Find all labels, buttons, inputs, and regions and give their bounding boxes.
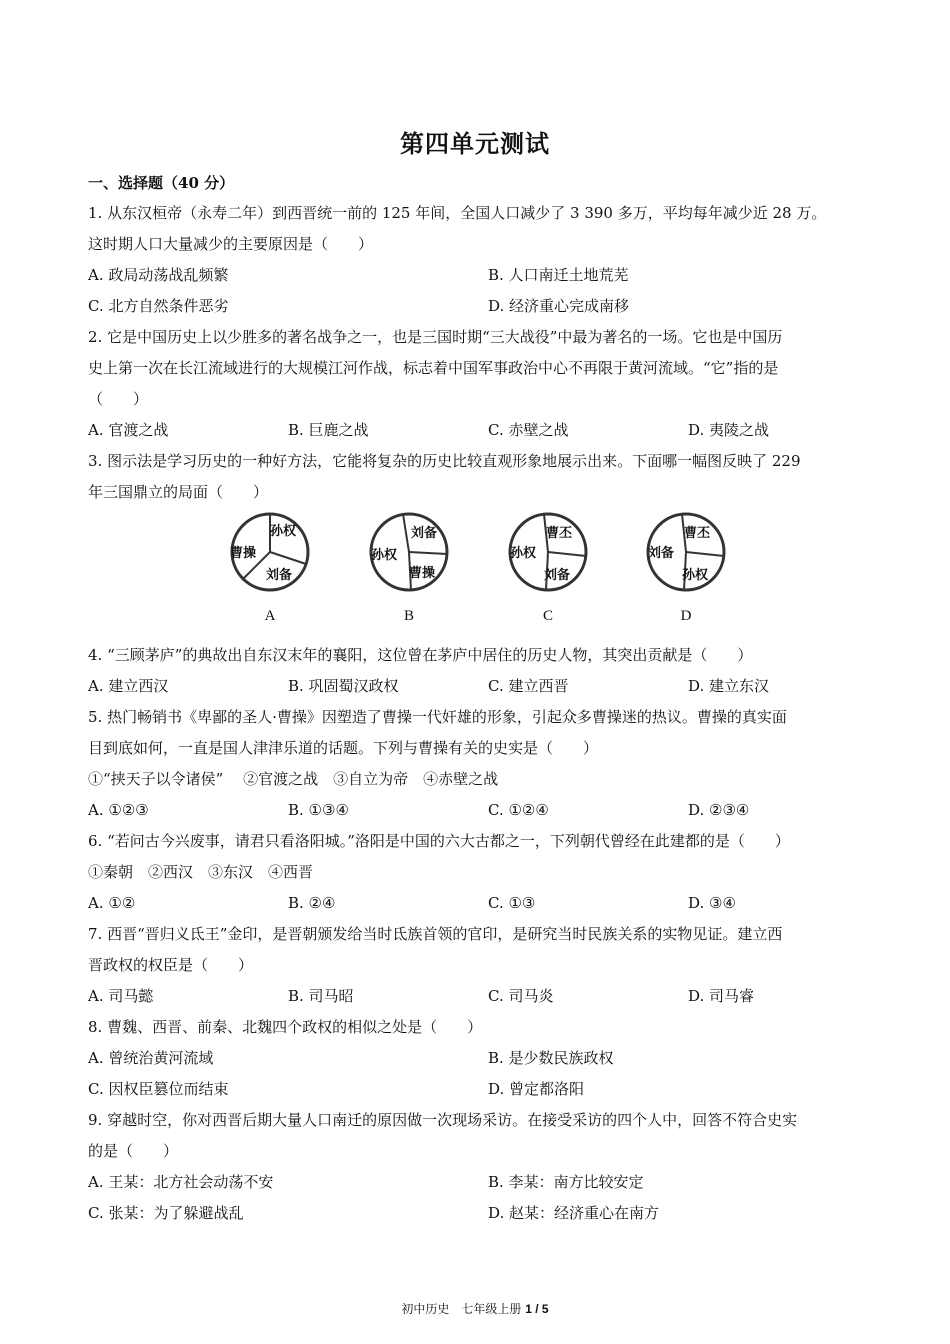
- page-title: 第四单元测试: [400, 129, 550, 158]
- answer-option[interactable]: C. 北方自然条件恶劣: [88, 297, 229, 315]
- answer-option[interactable]: C. ①③: [488, 894, 536, 912]
- answer-option[interactable]: D. 夷陵之战: [688, 421, 770, 439]
- answer-option[interactable]: A. 政局动荡战乱频繁: [88, 266, 229, 284]
- answer-option[interactable]: D. 建立东汉: [688, 677, 770, 695]
- question-text-line: ①秦朝 ②西汉 ③东汉 ④西晋: [88, 863, 314, 881]
- options-row: [88, 795, 866, 826]
- pie-sector-label: 曹丕: [684, 526, 711, 541]
- answer-option[interactable]: B. 李某：南方比较安定: [488, 1173, 644, 1191]
- pie-sector-label: 孙权: [682, 568, 709, 583]
- pie-sector-label: 曹操: [230, 546, 257, 561]
- question-5: [88, 702, 866, 826]
- answer-option[interactable]: C. 因权臣篡位而结束: [88, 1080, 229, 1098]
- answer-option[interactable]: A. ①②③: [88, 801, 149, 819]
- pie-sector-label: 孙权: [371, 548, 398, 563]
- answer-option[interactable]: B. 巩固蜀汉政权: [288, 677, 399, 695]
- answer-option[interactable]: A. 司马懿: [88, 987, 154, 1005]
- pie-sector-label: 刘备: [411, 526, 438, 541]
- question-text-line: 7. 西晋“晋归义氐王”金印，是晋朝颁发给当时氐族首领的官印，是研究当时民族关系的实物见证。建立西: [88, 925, 783, 943]
- question-text-line: 6. “若问古今兴废事，请君只看洛阳城。”洛阳是中国的六大古都之一，下列朝代曾经在此建都的是（ ）: [88, 832, 790, 850]
- options-row: [88, 981, 866, 1012]
- question-text-line: 4. “三顾茅庐”的典故出自东汉末年的襄阳，这位曾在茅庐中居住的历史人物，其突出贡献是（ ）: [88, 646, 753, 664]
- pie-sector-label: 孙权: [270, 524, 297, 539]
- question-text-line: 这时期人口大量减少的主要原因是（ ）: [88, 235, 374, 253]
- pie-diagram-c: [506, 512, 590, 630]
- answer-option[interactable]: A. 王某：北方社会动荡不安: [88, 1173, 274, 1191]
- question-6: [88, 826, 866, 919]
- answer-option[interactable]: A. 官渡之战: [88, 421, 169, 439]
- question-8: [88, 1012, 866, 1105]
- question-text-line: 5. 热门畅销书《卑鄙的圣人·曹操》因塑造了曹操一代奸雄的形象，引起众多曹操迷的热议。曹操的真实面: [88, 708, 787, 726]
- question-text-line: ①“挟天子以令诸侯” ②官渡之战 ③自立为帝 ④赤壁之战: [88, 770, 499, 788]
- pie-diagram-d: [644, 512, 728, 630]
- options-row: [88, 1043, 866, 1074]
- question-text-line: 3. 图示法是学习历史的一种好方法，它能将复杂的历史比较直观形象地展示出来。下面哪一幅图反映了 229: [88, 452, 801, 470]
- pie-option-letter: A: [264, 608, 276, 624]
- pie-sector-label: 孙权: [510, 546, 537, 561]
- answer-option[interactable]: A. ①②: [88, 894, 136, 912]
- options-row: [88, 415, 866, 446]
- answer-option[interactable]: A. 建立西汉: [88, 677, 169, 695]
- question-text-line: 目到底如何，一直是国人津津乐道的话题。下列与曹操有关的史实是（ ）: [88, 739, 599, 757]
- question-9: [88, 1105, 866, 1229]
- pie-sector-label: 曹丕: [546, 526, 573, 541]
- pie-figure-row: [88, 508, 866, 640]
- answer-option[interactable]: C. 赤壁之战: [488, 421, 569, 439]
- options-row: [88, 260, 866, 291]
- footer-text: 初中历史 七年级上册: [401, 1302, 526, 1316]
- answer-option[interactable]: B. 司马昭: [288, 987, 354, 1005]
- answer-option[interactable]: D. 赵某：经济重心在南方: [488, 1204, 660, 1222]
- question-4: [88, 640, 866, 702]
- question-text-line: （ ）: [88, 390, 149, 408]
- question-text-line: 1. 从东汉桓帝（永寿二年）到西晋统一前的 125 年间，全国人口减少了 3 390 多万，平均每年减少近 28 万。: [88, 204, 827, 222]
- question-7: [88, 919, 866, 1012]
- answer-option[interactable]: B. ②④: [288, 894, 336, 912]
- answer-option[interactable]: B. 人口南迁土地荒芜: [488, 266, 629, 284]
- pie-sector-label: 刘备: [648, 546, 675, 561]
- pie-diagram-a: [228, 512, 312, 630]
- question-text-line: 2. 它是中国历史上以少胜多的著名战争之一，也是三国时期“三大战役”中最为著名的一场。它也是中国历: [88, 328, 783, 346]
- pie-option-letter: D: [680, 608, 692, 624]
- question-text-line: 9. 穿越时空，你对西晋后期大量人口南迁的原因做一次现场采访。在接受采访的四个人中，回答不符合史实: [88, 1111, 798, 1129]
- answer-option[interactable]: B. ①③④: [288, 801, 349, 819]
- options-row: [88, 1167, 866, 1198]
- options-row: [88, 1074, 866, 1105]
- question-text-line: 年三国鼎立的局面（ ）: [88, 483, 269, 501]
- answer-option[interactable]: D. 司马睿: [688, 987, 755, 1005]
- page-number: 1 / 5: [525, 1302, 549, 1316]
- answer-option[interactable]: C. 建立西晋: [488, 677, 569, 695]
- answer-option[interactable]: D. ③④: [688, 894, 736, 912]
- answer-option[interactable]: D. 曾定都洛阳: [488, 1080, 585, 1098]
- question-text-line: 晋政权的权臣是（ ）: [88, 956, 254, 974]
- pie-option-letter: B: [403, 608, 414, 624]
- pie-sector-label: 刘备: [544, 568, 571, 583]
- answer-option[interactable]: D. ②③④: [688, 801, 750, 819]
- options-row: [88, 888, 866, 919]
- answer-option[interactable]: C. ①②④: [488, 801, 549, 819]
- page-footer: [0, 1300, 950, 1317]
- pie-option-letter: C: [542, 608, 553, 624]
- question-text-line: 史上第一次在长江流域进行的大规模江河作战，标志着中国军事政治中心不再限于黄河流域。“它”指的是: [88, 359, 779, 377]
- pie-sector-label: 刘备: [266, 568, 293, 583]
- answer-option[interactable]: C. 张某：为了躲避战乱: [88, 1204, 244, 1222]
- question-list: [88, 198, 866, 1229]
- question-3: [88, 446, 866, 640]
- answer-option[interactable]: D. 经济重心完成南移: [488, 297, 630, 315]
- answer-option[interactable]: B. 是少数民族政权: [488, 1049, 614, 1067]
- question-text-line: 8. 曹魏、西晋、前秦、北魏四个政权的相似之处是（ ）: [88, 1018, 483, 1036]
- pie-sector-label: 曹操: [409, 566, 436, 581]
- question-text-line: 的是（ ）: [88, 1142, 179, 1160]
- section-heading: 一、选择题（40 分）: [88, 174, 235, 192]
- options-row: [88, 291, 866, 322]
- pie-diagram-b: [367, 512, 451, 630]
- options-row: [88, 671, 866, 702]
- question-2: [88, 322, 866, 446]
- answer-option[interactable]: B. 巨鹿之战: [288, 421, 369, 439]
- answer-option[interactable]: A. 曾统治黄河流域: [88, 1049, 214, 1067]
- answer-option[interactable]: C. 司马炎: [488, 987, 554, 1005]
- options-row: [88, 1198, 866, 1229]
- question-1: [88, 198, 866, 322]
